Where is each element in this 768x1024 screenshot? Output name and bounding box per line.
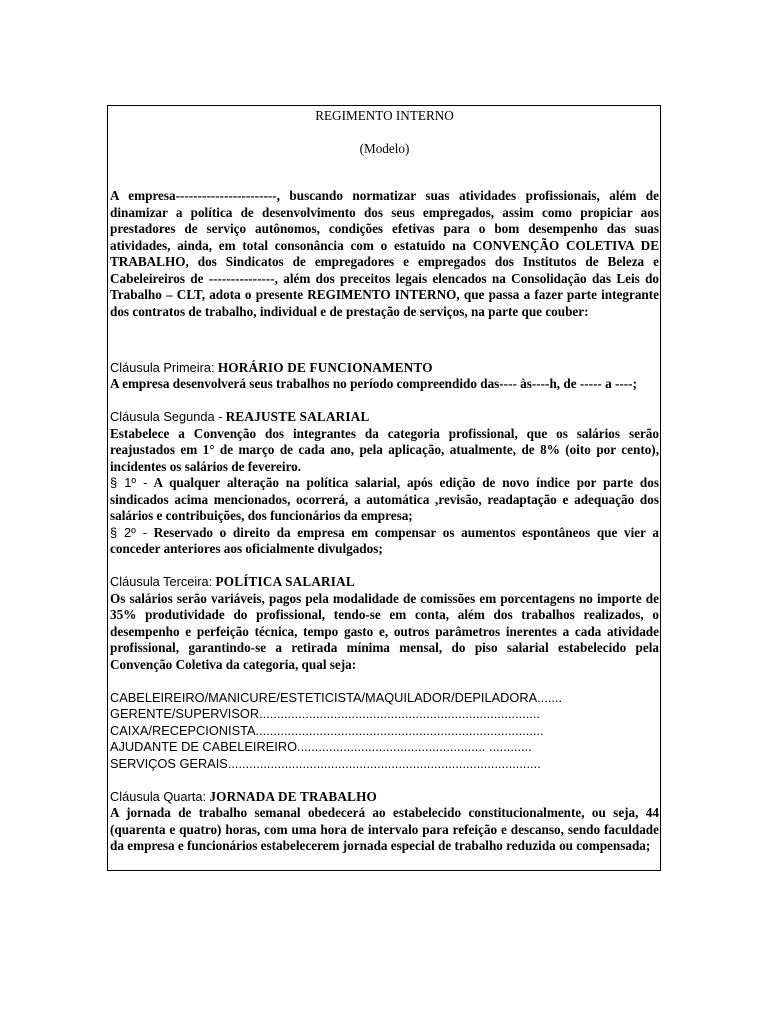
clause-1-label: Cláusula Primeira:	[110, 359, 215, 375]
clause-3-heading: POLÍTICA SALARIAL	[215, 574, 355, 589]
list-item: CABELEIREIRO/MANICURE/ESTETICISTA/MAQUILADOR/DEPILADORA.......	[110, 689, 563, 705]
clause-2-p2-label: § 2º -	[110, 524, 148, 540]
clause-4-heading: JORNADA DE TRABALHO	[209, 788, 378, 804]
clause-1	[110, 360, 659, 377]
clause-2-label: Cláusula Segunda -	[110, 409, 223, 424]
list-item: AJUDANTE DE CABELEIREIRO..................................................... ............	[110, 739, 532, 754]
clause-2-p1-text: A qualquer alteração na política salarial, após edição de novo índice por parte dos sindicados acima mencionados, ocorrerá, a automática ,revisão, readaptação e adequação dos salários e contribuições, dos funcionários da empresa;	[110, 475, 659, 523]
salary-roles-list	[110, 690, 659, 773]
intro-paragraph: A empresa-----------------------, buscando normatizar suas atividades profissionais, além de dinamizar a política de desenvolvimento dos seus empregados, assim como propiciar aos prestadores de serviço autônomos, condições efetivas para o bom desempenho das suas atividades, ainda, em total consonância com o estatuido na CONVENÇÃO COLETIVA DE TRABALHO, dos Sindicatos de empregadores e empregados dos Institutos de Beleza e Cabeleireiros de ---------------, além dos preceitos legais elencados na Consolidação das Leis do Trabalho – CLT, adota o presente REGIMENTO INTERNO, que passa a fazer parte integrante dos contratos de trabalho, individual e de prestação de serviços, na parte que couber:	[110, 188, 659, 319]
clause-2-paragraph-2	[110, 525, 659, 558]
clause-3-text: Os salários serão variáveis, pagos pela modalidade de comissões em porcentagens no importe de 35% produtividade do profissional, tendo-se em conta, além dos trabalhos realizados, o desempenho e perfeição técnica, tempo gasto e, outros parâmetros inerentes a cada atividade profissional, garantindo-se a retirada mínima mensal, do piso salarial estabelecido pela Convenção Coletiva da categoria, qual seja:	[110, 590, 659, 672]
clause-2-paragraph-1	[110, 475, 659, 525]
clause-4-label: Cláusula Quarta:	[110, 788, 207, 804]
document-subtitle: (Modelo)	[359, 141, 410, 156]
clause-4-text: A jornada de trabalho semanal obedecerá ao estabelecido constitucionalmente, ou seja, 44 (quarenta e quatro) horas, com uma hora de intervalo para refeição e descanso, sendo faculdade da empresa e funcionários estabelecerem jornada especial de trabalho reduzida ou compensada;	[110, 805, 659, 853]
list-item: GERENTE/SUPERVISOR...............................................................................	[110, 706, 540, 721]
clause-2-heading: REAJUSTE SALARIAL	[225, 409, 370, 424]
clause-1-heading: HORÁRIO DE FUNCIONAMENTO	[217, 359, 433, 375]
clause-2-text: Estabelece a Convenção dos integrantes da categoria profissional, que os salários serão reajustados em 1° de março de cada ano, pela aplicação, atualmente, de 8% (oito por cento), incidentes os salários de fevereiro.	[110, 425, 659, 474]
clause-2-p1-label: § 1º -	[110, 475, 148, 490]
list-item: SERVIÇOS GERAIS........................................................................................	[110, 755, 541, 771]
document-frame	[107, 105, 661, 871]
document-title: REGIMENTO INTERNO	[315, 108, 454, 123]
list-item: CAIXA/RECEPCIONISTA.................................................................................	[110, 722, 544, 738]
clause-2	[110, 409, 659, 426]
clause-1-text: A empresa desenvolverá seus trabalhos no período compreendido das---- às----h, de ----- a ----;	[110, 376, 637, 391]
clause-4	[110, 789, 659, 806]
clause-3-label: Cláusula Terceira:	[110, 574, 213, 589]
clause-3	[110, 574, 659, 591]
clause-2-p2-text: Reservado o direito da empresa em compensar os aumentos espontâneos que vier a conceder anteriores aos oficialmente divulgados;	[110, 524, 660, 556]
